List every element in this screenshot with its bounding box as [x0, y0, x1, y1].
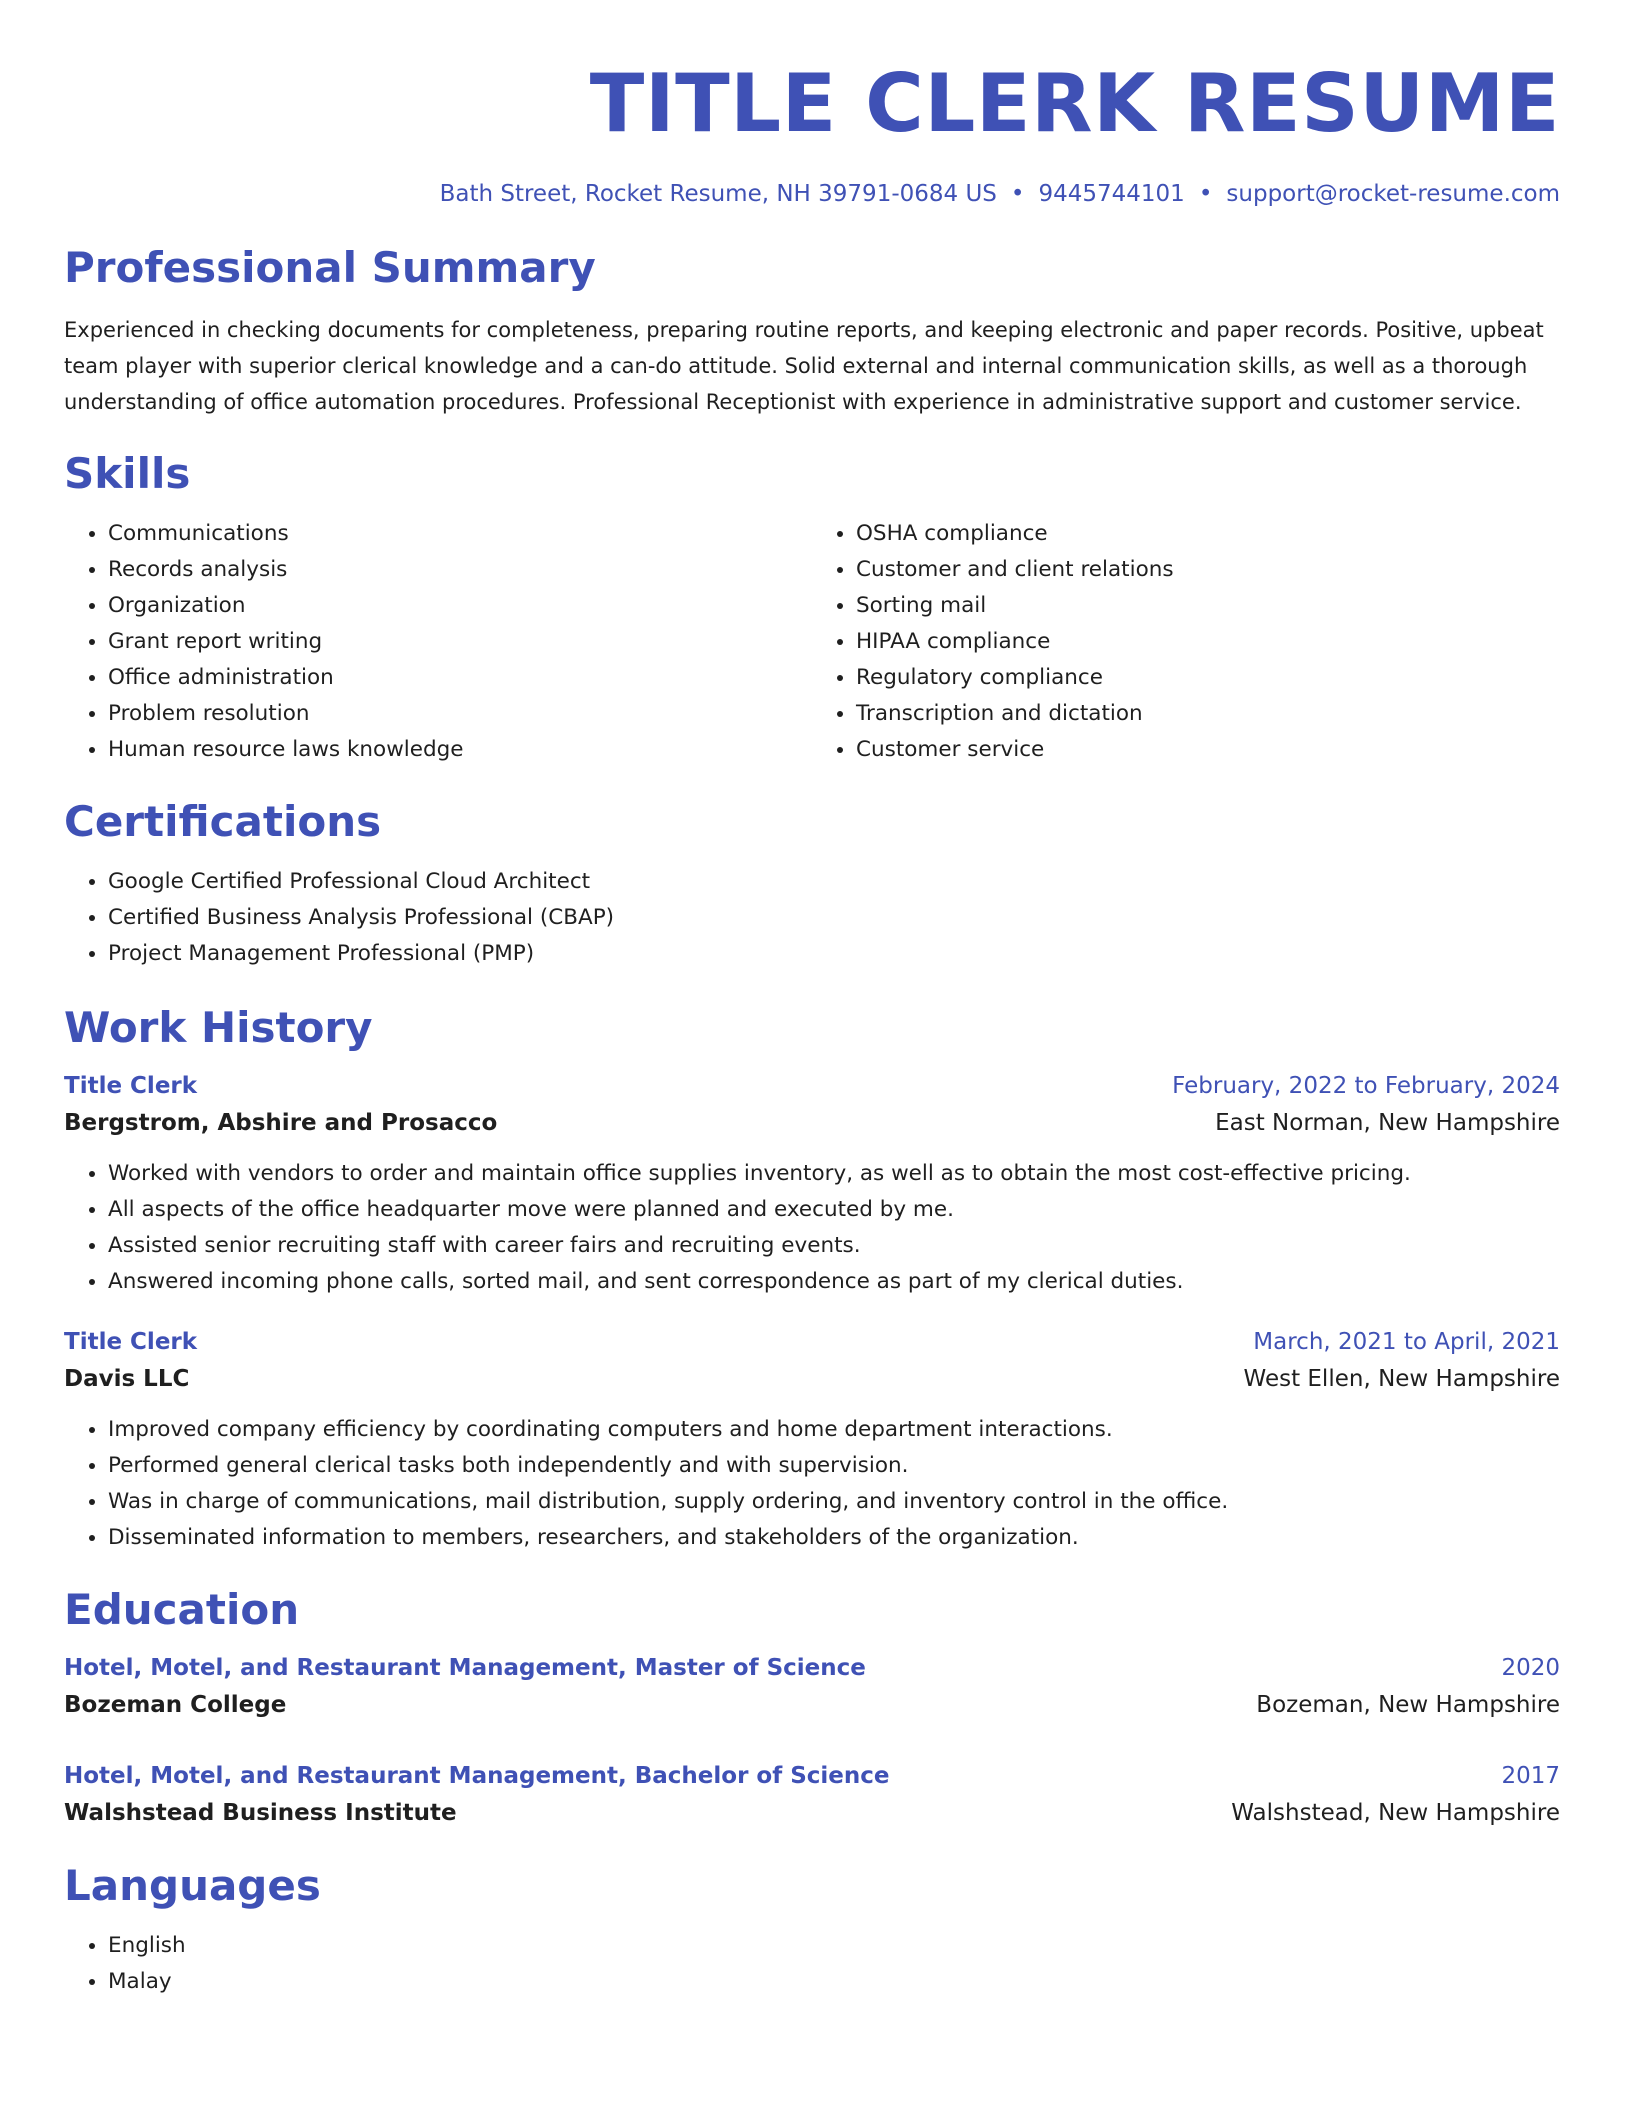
education-location: Bozeman, New Hampshire	[1256, 1692, 1560, 1718]
skill-item: • Communications	[108, 516, 812, 552]
education-entry	[64, 1758, 1560, 1832]
education-heading: Education	[64, 1585, 300, 1634]
certifications-heading: Certifications	[64, 797, 382, 846]
job-dates: February, 2022 to February, 2024	[1172, 1073, 1560, 1099]
job-duties	[64, 1156, 1560, 1300]
language-item: • English	[108, 1928, 1560, 1964]
job-duty: • Worked with vendors to order and maintain office supplies inventory, as well as to obtain the most cost-effective pricing.	[108, 1156, 1560, 1192]
languages-list	[64, 1928, 1560, 2000]
skill-item: • Records analysis	[108, 552, 812, 588]
education-header-row	[64, 1650, 1560, 1686]
skill-item: • Transcription and dictation	[856, 696, 1560, 732]
summary-heading: Professional Summary	[64, 243, 596, 292]
contact-separator: •	[1010, 181, 1025, 207]
skill-item: • Customer service	[856, 732, 1560, 768]
skill-item: • Regulatory compliance	[856, 660, 1560, 696]
job-header-row	[64, 1324, 1560, 1360]
education-header-row	[64, 1758, 1560, 1794]
languages-heading: Languages	[64, 1861, 321, 1910]
resume-title: TITLE CLERK RESUME	[589, 57, 1560, 150]
job-entry	[64, 1324, 1560, 1556]
job-duty: • Answered incoming phone calls, sorted mail, and sent correspondence as part of my clerical duties.	[108, 1264, 1560, 1300]
skill-item: • Human resource laws knowledge	[108, 732, 812, 768]
skill-item: • Office administration	[108, 660, 812, 696]
education-location: Walshstead, New Hampshire	[1231, 1800, 1560, 1826]
skill-item: • Problem resolution	[108, 696, 812, 732]
job-duty: • Disseminated information to members, researchers, and stakeholders of the organization.	[108, 1520, 1560, 1556]
job-employer-row	[64, 1360, 1560, 1398]
language-item: • Malay	[108, 1964, 1560, 2000]
certification-item: • Google Certified Professional Cloud Architect	[108, 864, 1560, 900]
contact-email[interactable]: support@rocket-resume.com	[1226, 181, 1560, 207]
skills-heading: Skills	[64, 449, 191, 498]
job-title: Title Clerk	[64, 1073, 198, 1099]
skill-item: • Grant report writing	[108, 624, 812, 660]
job-entry	[64, 1068, 1560, 1300]
education-school-row	[64, 1686, 1560, 1724]
skills-list	[64, 516, 1560, 768]
job-duties	[64, 1412, 1560, 1556]
certification-item: • Project Management Professional (PMP)	[108, 936, 1560, 972]
education-school: Walshstead Business Institute	[64, 1800, 457, 1826]
skills-column-right	[812, 516, 1560, 768]
summary-text: Experienced in checking documents for completeness, preparing routine reports, and keeping electronic and paper records. Positive, upbeat team player with superior clerical knowledge and a can-do attitude. Solid external and internal communication skills, as well as a thorough understanding of office automation procedures. Professional Receptionist with experience in administrative support and customer service.	[64, 318, 1544, 414]
job-employer: Bergstrom, Abshire and Prosacco	[64, 1110, 498, 1136]
education-entry	[64, 1650, 1560, 1724]
skill-item: • HIPAA compliance	[856, 624, 1560, 660]
work-history-heading: Work History	[64, 1003, 373, 1052]
contact-address: Bath Street, Rocket Resume, NH 39791-0684 US	[439, 181, 997, 207]
contact-phone: 9445744101	[1038, 181, 1185, 207]
job-employer: Davis LLC	[64, 1366, 190, 1392]
job-duty: • Assisted senior recruiting staff with career fairs and recruiting events.	[108, 1228, 1560, 1264]
skill-item: • Organization	[108, 588, 812, 624]
job-dates: March, 2021 to April, 2021	[1253, 1329, 1560, 1355]
job-duty: • All aspects of the office headquarter move were planned and executed by me.	[108, 1192, 1560, 1228]
education-year: 2020	[1501, 1655, 1560, 1681]
skill-item: • Customer and client relations	[856, 552, 1560, 588]
skills-column-left	[64, 516, 812, 768]
education-school: Bozeman College	[64, 1692, 287, 1718]
skill-item: • Sorting mail	[856, 588, 1560, 624]
education-degree: Hotel, Motel, and Restaurant Management, Bachelor of Science	[64, 1763, 890, 1789]
job-location: East Norman, New Hampshire	[1215, 1110, 1560, 1136]
education-degree: Hotel, Motel, and Restaurant Management, Master of Science	[64, 1655, 866, 1681]
certifications-list	[64, 864, 1560, 972]
skill-item: • OSHA compliance	[856, 516, 1560, 552]
job-location: West Ellen, New Hampshire	[1243, 1366, 1560, 1392]
job-employer-row	[64, 1104, 1560, 1142]
job-duty: • Was in charge of communications, mail distribution, supply ordering, and inventory control in the office.	[108, 1484, 1560, 1520]
education-year: 2017	[1501, 1763, 1560, 1789]
contact-line	[64, 178, 1560, 210]
job-title: Title Clerk	[64, 1329, 198, 1355]
resume-page	[64, 0, 1560, 2000]
job-duty: • Improved company efficiency by coordinating computers and home department interactions.	[108, 1412, 1560, 1448]
certification-item: • Certified Business Analysis Professional (CBAP)	[108, 900, 1560, 936]
job-duty: • Performed general clerical tasks both independently and with supervision.	[108, 1448, 1560, 1484]
job-header-row	[64, 1068, 1560, 1104]
education-school-row	[64, 1794, 1560, 1832]
contact-separator: •	[1198, 181, 1213, 207]
